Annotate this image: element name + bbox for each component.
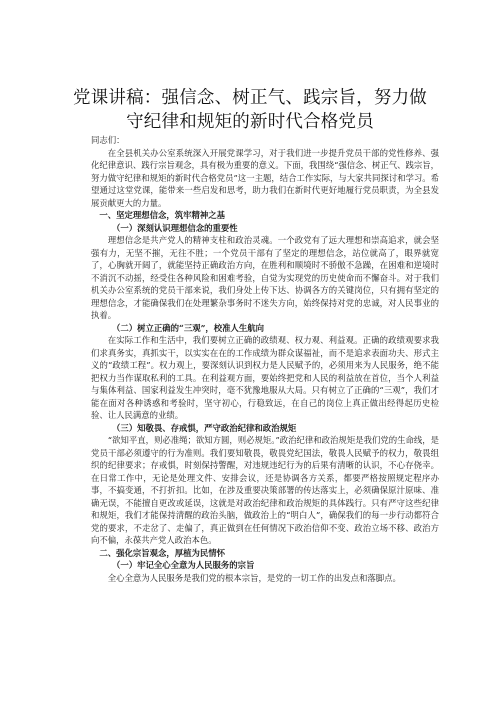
section-1-sub-1-paragraph: 理想信念是共产党人的精神支柱和政治灵魂。一个政党有了远大理想和崇高追求，就会坚强有力，无坚不摧，无往不胜；一个党员干部有了坚定的理想信念，站位就高了，眼界就宽了，心胸就开阔了，就能坚持正确政治方向，在胜利和顺境时不骄傲不急躁，在困难和逆境时不消沉不动摇，经受住各种风险和困难考验，自觉为实现党的历史使命而不懈奋斗。对于我们机关办公室系统的党员干部来说，我们身处上传下达、协调各方的关键岗位，只有拥有坚定的理想信念，才能确保我们在处理繁杂事务时不迷失方向，始终保持对党的忠诚，对人民事业的执着。	[91, 235, 439, 320]
section-2-sub-1-heading: （一）牢记全心全意为人民服务的宗旨	[112, 560, 255, 570]
title-line-1: 党课讲稿：强信念、树正气、践宗旨，努力做	[73, 88, 427, 108]
intro-paragraph: 在全县机关办公室系统深入开展党课学习，对于我们进一步提升党员干部的党性修养、强化纪律意识、践行宗旨观念，具有极为重要的意义。下面，我围绕“强信念、树正气、践宗旨，努力做守纪律和规矩的新时代合格党员”这一主题，结合工作实际，与大家共同探讨和学习。希望通过这堂党课，能带来一些启发和思考，助力我们在新时代更好地履行党员职责，为全县发展贡献更大的力量。	[91, 147, 439, 208]
salutation: 同志们：	[91, 135, 125, 145]
section-1-sub-3-heading: （三）知敬畏、存戒惧，严守政治纪律和政治规矩	[112, 422, 297, 433]
title-line-2: 守纪律和规矩的新时代合格党员	[126, 112, 374, 132]
section-1-heading: 一、坚定理想信念，筑牢精神之基	[99, 210, 226, 220]
section-2-sub-1-paragraph: 全心全意为人民服务是我们党的根本宗旨，是党的一切工作的出发点和落脚点。	[107, 572, 401, 583]
section-2-heading: 二、强化宗旨观念，厚植为民情怀	[99, 547, 226, 558]
section-1-sub-2-heading: （二）树立正确的“三观”，校准人生航向	[112, 322, 265, 333]
section-1-sub-1-heading: （一）深刻认识理想信念的重要性	[112, 222, 238, 233]
section-1-sub-3-paragraph: “欲知平直，则必准绳；欲知方圆，则必规矩。”政治纪律和政治规矩是我们党的生命线，是党员干部必须遵守的行为准则。我们要知敬畏，敬畏党纪国法，敬畏人民赋予的权力，敬畏组织的纪律要求；存戒惧，时刻保持警醒，对违规违纪行为的后果有清晰的认识，不心存侥幸。在日常工作中，无论是处理文件、安排会议，还是协调各方关系，都要严格按照规定程序办事，不搞变通，不打折扣。比如，在涉及重要决策部署的传达落实上，必须确保原汁原味、准确无误，不能擅自更改或延误，这就是对政治纪律和政治规矩的具体践行。只有严守这些纪律和规矩，我们才能保持清醒的政治头脑，做政治上的“明白人”，确保我们的每一步行动都符合党的要求，不走岔了、走偏了，真正做到在任何情况下政治信仰不变、政治立场不移、政治方向不偏，永葆共产党人政治本色。	[91, 435, 439, 545]
section-1-sub-2-paragraph: 在实际工作和生活中，我们要树立正确的政绩观、权力观、利益观。正确的政绩观要求我们求真务实，真抓实干，以实实在在的工作成绩为群众谋福祉，而不是追求表面功夫、形式主义的“政绩工程”。权力观上，要深刻认识到权力是人民赋予的，必须用来为人民服务，绝不能把权力当作谋取私利的工具。在利益观方面，要始终把党和人民的利益放在首位，当个人利益与集体利益、国家利益发生冲突时，毫不犹豫地服从大局。只有树立了正确的“三观”，我们才能在面对各种诱惑和考验时，坚守初心，行稳致远，在自己的岗位上真正做出经得起历史检验、让人民满意的业绩。	[91, 335, 439, 420]
document-body	[91, 134, 439, 584]
page-title	[40, 86, 460, 134]
